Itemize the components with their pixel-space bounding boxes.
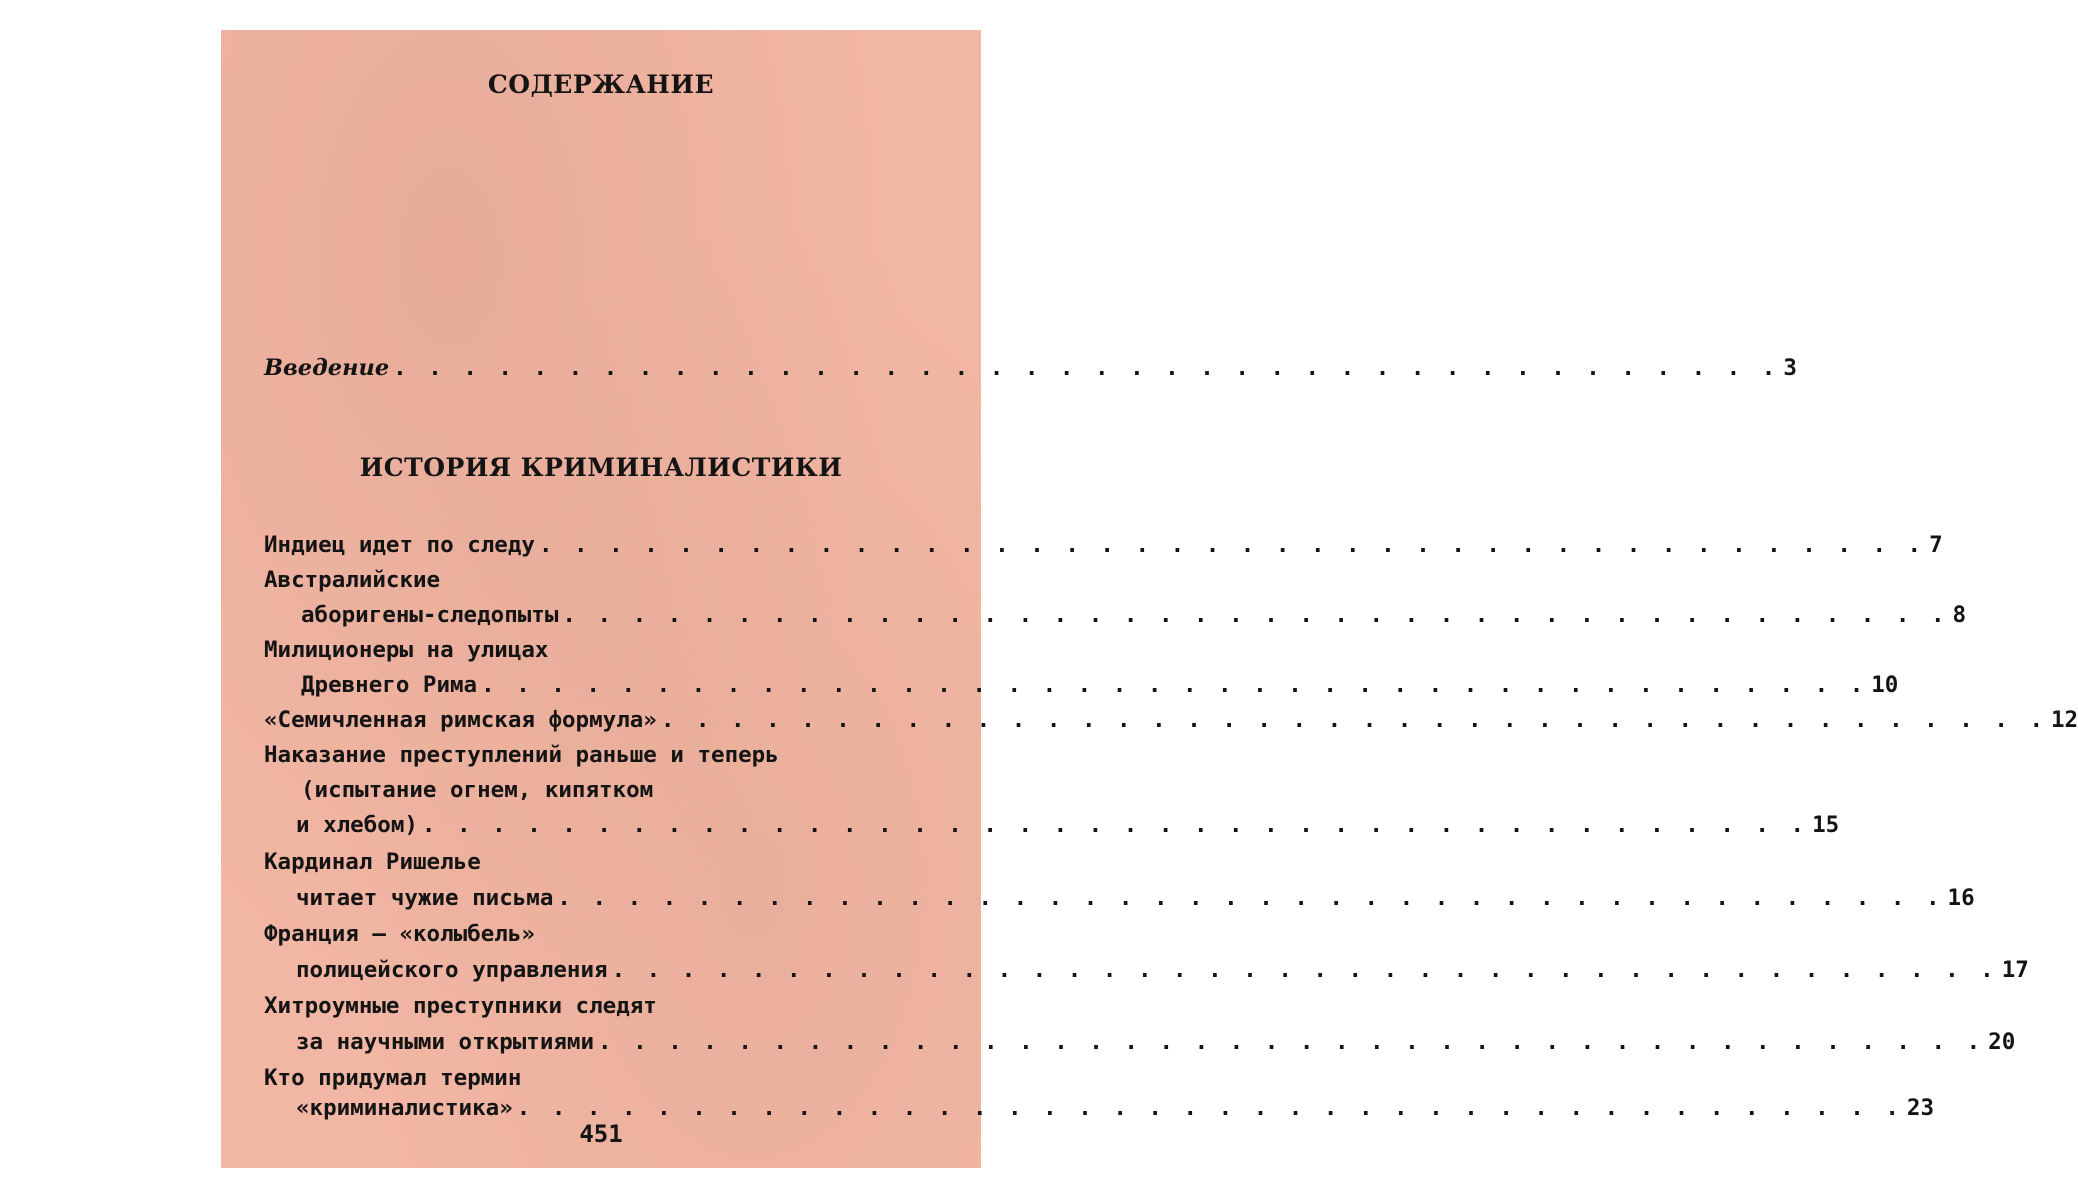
toc-entry-page: 3 — [1783, 355, 1797, 381]
toc-entry-title: Кардинал Ришелье — [264, 849, 481, 875]
section-heading: ИСТОРИЯ КРИМИНАЛИСТИКИ — [359, 453, 843, 482]
toc-entry-title: аборигены-следопыты — [301, 602, 559, 628]
toc-entry — [264, 986, 889, 1026]
toc-entry — [264, 560, 889, 600]
toc-entry — [264, 914, 889, 954]
toc-leader-dots: . . . . . . . . . . . . . . . . . . . . . . . . . . . . . . . . . . . . . . . . — [562, 602, 1949, 628]
contents-heading: СОДЕРЖАНИЕ — [487, 70, 715, 99]
toc-entry-title: Наказание преступлений раньше и теперь — [264, 742, 779, 768]
toc-entry — [264, 735, 904, 775]
toc-entry — [264, 525, 1943, 565]
toc-entry-title: «криминалистика» — [296, 1095, 513, 1121]
toc-leader-dots: . . . . . . . . . . . . . . . . . . . . . . . . . . . . . . . . . . . . . . . . — [557, 885, 1944, 911]
toc-leader-dots: . . . . . . . . . . . . . . . . . . . . . . . . . . . . . . . . . . . . . . . . — [538, 532, 1926, 558]
toc-entry-page: 15 — [1812, 812, 1840, 838]
toc-entry-continuation — [301, 665, 1899, 705]
book-page — [221, 30, 2078, 1168]
toc-entry-title: полицейского управления — [296, 957, 608, 983]
toc-entry-title: «Семичленная римская формула» — [264, 707, 657, 733]
toc-entry-title: Милиционеры на улицах — [264, 637, 549, 663]
page-number: 451 — [579, 1120, 623, 1148]
toc-entry-continuation — [301, 770, 889, 810]
toc-entry-page: 10 — [1871, 672, 1899, 698]
toc-leader-dots: . . . . . . . . . . . . . . . . . . . . . . . . . . . . . . . . . . . . . . . . — [598, 1029, 1985, 1055]
toc-entry-title: Древнего Рима — [301, 672, 478, 698]
toc-entry-continuation — [296, 878, 1975, 918]
toc-entry-page: 12 — [2051, 707, 2078, 733]
toc-entry-title: за научными открытиями — [296, 1029, 595, 1055]
toc-entry — [264, 630, 889, 670]
toc-entry-page: 20 — [1988, 1029, 2016, 1055]
toc-entry-continuation — [301, 595, 1967, 635]
toc-entry — [264, 700, 2078, 740]
toc-leader-dots: . . . . . . . . . . . . . . . . . . . . . . . . . . . . . . . . . . . . . . . . — [393, 355, 1780, 381]
toc-entry-title: и хлебом) — [296, 812, 418, 838]
toc-entry-title: Введение — [264, 355, 390, 381]
toc-entry — [264, 842, 889, 882]
toc-entry-page: 17 — [2001, 957, 2029, 983]
toc-entry-continuation — [296, 950, 2029, 990]
toc-leader-dots: . . . . . . . . . . . . . . . . . . . . . . . . . . . . . . . . . . . . . . . . — [421, 812, 1809, 838]
toc-leader-dots: . . . . . . . . . . . . . . . . . . . . . . . . . . . . . . . . . . . . . . . . — [516, 1095, 1903, 1121]
toc-entry-title: Кто придумал термин — [264, 1065, 522, 1091]
toc-entry-page: 8 — [1952, 602, 1967, 628]
toc-entry-title: читает чужие письма — [296, 885, 554, 911]
toc-entry-continuation — [296, 1022, 2016, 1062]
toc-leader-dots: . . . . . . . . . . . . . . . . . . . . . . . . . . . . . . . . . . . . . . . . — [660, 707, 2047, 733]
toc-entry-page: 23 — [1906, 1095, 1934, 1121]
toc-leader-dots: . . . . . . . . . . . . . . . . . . . . . . . . . . . . . . . . . . . . . . . . — [611, 957, 1998, 983]
toc-entry-title: Индиец идет по следу — [264, 532, 535, 558]
toc-entry-continuation — [296, 805, 1840, 845]
toc-entry-title: (испытание огнем, кипятком — [301, 777, 654, 803]
toc-entry-title: Франция — «колыбель» — [264, 921, 535, 947]
toc-entry-title: Хитроумные преступники следят — [264, 993, 657, 1019]
toc-entry-title: Австралийские — [264, 567, 441, 593]
toc-leader-dots: . . . . . . . . . . . . . . . . . . . . . . . . . . . . . . . . . . . . . . . . — [481, 672, 1868, 698]
toc-entry-page: 16 — [1947, 885, 1975, 911]
toc-entry-introduction — [264, 348, 1797, 388]
toc-entry-page: 7 — [1929, 532, 1943, 558]
